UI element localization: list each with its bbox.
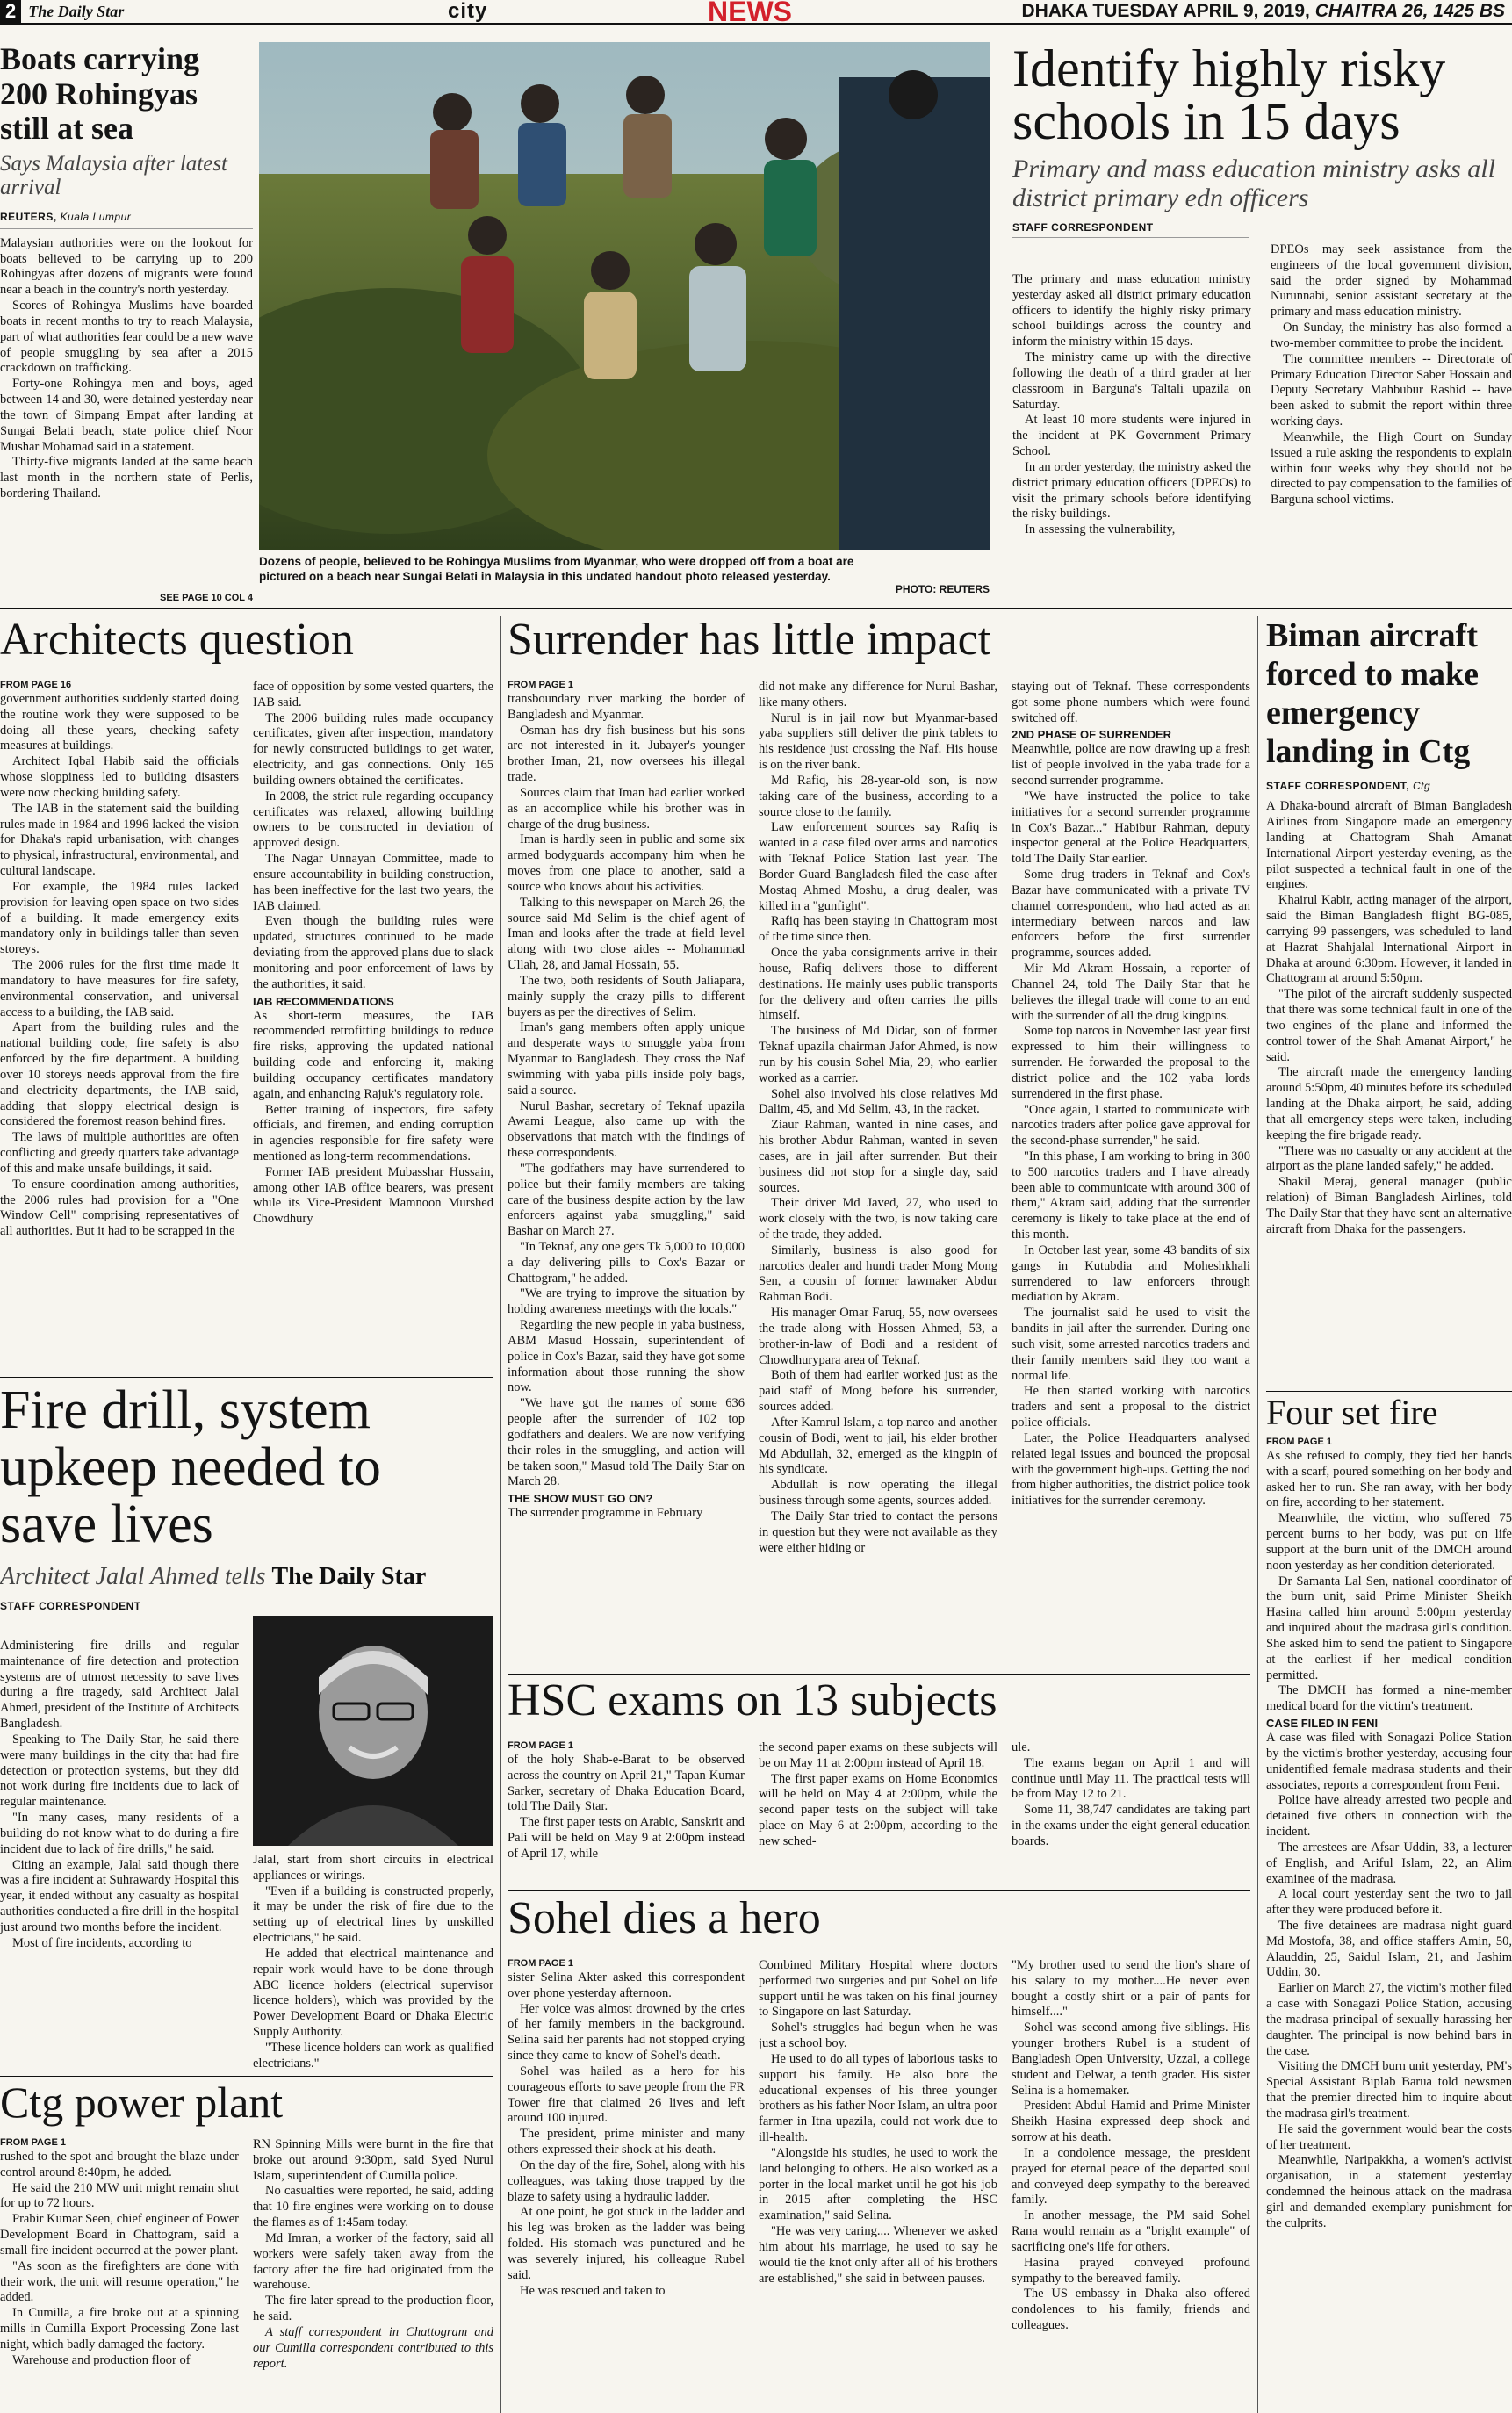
- hsc-from-page: FROM PAGE 1: [508, 1740, 573, 1751]
- ctg-power-from-page: FROM PAGE 1: [0, 2137, 66, 2148]
- hsc-headline: HSC exams on 13 subjects: [508, 1675, 997, 1725]
- schools-col1: The primary and mass education ministry yesterday asked all district primary education officers to identify the highly risky primary school buildings across the country and inform the ministry within 15 days. The ministry came up with the directive following the death of a third grader at her classroom in Barguna's Taltali upazila on Saturday. At least 10 more students were injured in the incident at PK Government Primary School. In an order yesterday, the ministry asked the district primary education officers (DPEOs) to visit the primary schools before identifying the risky buildings. In assessing the vulnerability,: [1012, 272, 1251, 537]
- schools-headline: Identify highly risky schools in 15 days: [1012, 40, 1446, 150]
- divider-architects: [0, 1377, 493, 1378]
- surrender-col1: transboundary river marking the border of Bangladesh and Myanmar. Osman has dry fish business but his sons are not interested in it. Jubayer's younger brother Iman, 21, now oversees his illegal trade. Sources claim that Iman had earlier worked as an accomplice while his brother was in charge of the drug business. Iman is hardly seen in public and some six armed bodyguards accompany him when he moves from one place to another, said a source who knows about his activities. Talking to this newspaper on March 26, the source said Md Selim is the chief agent of Iman and looks after the trade at field level along with two close aides -- Mohammad Ullah, 28, and Jamal Hossain, 55. The two, both residents of South Jaliapara, mainly supply the crazy pills to different buyers as per the directives of Selim. Iman's gang members often apply unique and desperate ways to smuggle yaba from Myanmar to Bangladesh. They cross the Naf swimming with yaba pills inside poly bags, said a source. Nurul Bashar, secretary of Teknaf upazila Awami League, also came up with the observations that match with the findings of these correspondents. "The godfathers may have surrendered to police but their family members are taking care of the business despite action by the law enforcers against yaba smuggling," said Bashar on March 27. "In Teknaf, any one gets Tk 5,000 to 10,000 a day delivering pills to Cox's Bazar or Chattogram," he added. "We are trying to improve the situation by holding awareness meetings with the locals." Regarding the new people in yaba business, ABM Masud Hossain, superintendent of police in Cox's Bazar, said they have got some information about those running the show now. "We have got the names of some 636 people after the surrender of 102 top godfathers and dealers. We are now verifying their roles in the smuggling, and action will be taken soon," Masud told The Daily Star on March 28. THE SHOW MUST GO ON? The surrender programme in February: [508, 692, 745, 1521]
- architects-col2: face of opposition by some vested quarters, the IAB said. The 2006 building rules made occupancy certificates, given after inspection, mandatory for newly constructed buildings to get water, electricity, and gas connections. Only 165 building owners obtained the certificates. In 2008, the strict rule regarding occupancy certificates was relaxed, allowing building owners to be constructed in deviation of approved design. The Nagar Unnayan Committee, made to ensure accountability in building construction, has been ineffective for the last two years, the IAB claimed. Even though the building rules were updated, structures continued to be made deviating from the approved plans due to slack monitoring and poor enforcement of laws by the authorities, it said. IAB RECOMMENDATIONS As short-term measures, the IAB recommended retrofitting buildings to reduce fire risks, approving the updated national building code and enforcing it, making building occupancy certificates mandatory again, and enhancing Rajuk's regulatory role. Better training of inspectors, fire safety officials, and firemen, and ending corruption in agencies responsible for fire safety were mentioned as long-term recommendations. Former IAB president Mubasshar Hussain, among other IAB office bearers, was present while its Vice-President Mamnoon Murshed Chowdhury: [253, 680, 493, 1227]
- sohel-from-page: FROM PAGE 1: [508, 1958, 573, 1969]
- ctg-power-headline: Ctg power plant: [0, 2078, 284, 2127]
- photo-caption: Dozens of people, believed to be Rohingya Muslims from Myanmar, who were dropped off from a boat are pictured on a beach near Sungai Belati in Malaysia in this undated handout photo released yesterday.: [259, 555, 854, 583]
- portrait-illustration: [253, 1616, 493, 1846]
- divider-top: [0, 608, 1512, 609]
- rohingya-headline: Boats carrying 200 Rohingyas still at sea: [0, 41, 199, 147]
- rohingya-byline: REUTERS, Kuala Lumpur: [0, 211, 253, 229]
- biman-story: [1266, 616, 1512, 1389]
- firedrill-headline: Fire drill, system upkeep needed to save lives: [0, 1380, 381, 1555]
- section-news: NEWS: [708, 0, 792, 27]
- firedrill-deck: Architect Jalal Ahmed tells The Daily Star: [0, 1563, 427, 1591]
- fourset-from-page: FROM PAGE 1: [1266, 1437, 1332, 1447]
- section-city: city: [448, 0, 488, 23]
- biman-body: A Dhaka-bound aircraft of Biman Bangladesh Airlines from Singapore made an emergency landing at Chattogram Shah Amanat International Airport yesterday evening, as the pilot suspected a technical fault in one of the engines. Khairul Kabir, acting manager of the airport, said the Biman Bangladesh flight BG-085, carrying 99 passengers, was scheduled to land at Hazrat Shahjalal International Airport in Dhaka at around 6:30pm. However, it landed in Chattogram at around 5:50pm. "The pilot of the aircraft suddenly suspected that there was some technical fault in one of the two engines of the plane and informed the control tower of the Shah Amanat Airport," he said. The aircraft made the emergency landing around 5:50pm, 40 minutes before its scheduled landing at the Dhaka airport, he said, adding that all emergency steps were taken, including keeping the fire brigade ready. "There was no casualty or any accident at the airport as the plane landed safely," he added. Shakil Meraj, general manager (public relation) of Biman Bangladesh Airlines, told The Daily Star that they have sent an alternative aircraft from Dhaka for the passengers.: [1266, 799, 1512, 1236]
- divider-surrender: [508, 1674, 1250, 1675]
- sohel-col2: Combined Military Hospital where doctors performed two surgeries and put Sohel on life support until he was taken on his final journey to Singapore on last Saturday. Sohel's struggles had begun when he was just a school boy. He used to do all types of laborious tasks to support his family. He also bore the educational expenses of his three younger brothers as his father Noor Islam, an ultra poor farmer in Itna upazila, could not work due to ill-health. "Alongside his studies, he used to work the land belonging to others. He also worked as a porter in the local market until he got his job in 2015 after completing the HSC examination," said Selina. "He was very caring.... Whenever we asked him about his marriage, he used to say he would tie the knot only after all of his brothers are established," she said in between pauses.: [759, 1958, 997, 2286]
- surrender-col3: staying out of Teknaf. These correspondents got some phone numbers which were found switched off. 2ND PHASE OF SURRENDER Meanwhile, police are now drawing up a fresh list of people involved in the yaba trade for a second surrender programme. "We have instructed the police to take initiatives for a second surrender programme in Cox's Bazar..." Habibur Rahman, deputy inspector general at the Police Headquarters, told The Daily Star earlier. Some drug traders in Teknaf and Cox's Bazar have communicated with a private TV channel correspondent, who had acted as an intermediary between narcos and law enforcers before the first surrender programme, sources added. Mir Md Akram Hossain, a reporter of Channel 24, told The Daily Star that he believes the illegal trade will come to an end with the surrender of all the drug kingpins. Some top narcos in November last year first expressed to him their willingness to surrender. He forwarded the proposal to the district police and the 102 yaba lords surrendered in the first phase. "Once again, I started to communicate with narcotics traders after police gave approval for the second-phase surrender," he said. "In this phase, I am working to bring in 300 to 500 narcotics traders and I have already been able to communicate with around 300 of them," Akram said, adding that the surrender ceremony is likely to take place at the end of this month. In October last year, some 43 bandits of six gangs in Kutubdia and Moheshkhali surrendered to law enforcers through mediation by Akram. The journalist said he used to visit the bandits in jail after the surrender. During one such visit, some arrested narcotics traders and their family members said they too want a normal life. He then started working with narcotics traders and sent a proposal to the district police officials. Later, the Police Headquarters analysed related legal issues and bounced the proposal with the government high-ups. Getting the nod from higher authorities, the district police took initiatives for the surrender ceremony.: [1012, 680, 1250, 1509]
- architects-headline: Architects question: [0, 615, 354, 665]
- hsc-col3: ule. The exams began on April 1 and will continue until May 11. The practical tests will be from May 12 to 21. Some 11, 38,747 candidates are taking part in the exams under the eight general education boards.: [1012, 1740, 1250, 1848]
- fourset-headline: Four set fire: [1266, 1393, 1438, 1432]
- firedrill-col2: Jalal, start from short circuits in electrical appliances or wirings. "Even if a building is constructed properly, it may be under the risk of fire due to the setting up of electrical lines by unskilled electricians," he said. He added that electrical maintenance and repair work would have to be done through ABC licence holders (electrical supervisor licence holders), which was provided by the Power Development Board or Dhaka Electric Supply Authority. "These licence holders can work as qualified electricians.": [253, 1853, 493, 2071]
- fourset-body: As she refused to comply, they tied her hands with a scarf, poured something on her body and asked her to run. She ran away, with her body on fire, according to her statement. Meanwhile, the victim, who suffered 75 percent burns to her body, was put on life support at the burn unit of the DMCH around noon yesterday as her condition deteriorated. Dr Samanta Lal Sen, national coordinator of the burn unit, said Prime Minister Sheikh Hasina called him around 5:00pm yesterday and inquired about the madrasa girl's condition. She asked him to send the patient to Singapore at the earliest if her medical condition permitted. The DMCH has formed a nine-member medical board for the victim's treatment. CASE FILED IN FENI A case was filed with Sonagazi Police Station by the victim's brother yesterday, accusing four unidentified female madrasa students and their associates, reports a correspondent from Feni. Police have already arrested two people and detained five others in connection with the incident. The arrestees are Afsar Uddin, 33, a lecturer of English, and Ariful Islam, 22, an Alim examinee of the madrasa. A local court yesterday sent the two to jail after they were produced before it. The five detainees are madrasa night guard Md Mostofa, 38, and office staffers Amin, 50, Alauddin, 25, Saidul Islam, 21, and Jashim Uddin, 30. Earlier on March 27, the victim's mother filed a case with Sonagazi Police Station, accusing the madrasa principal of sexually harassing her daughter. The principal is now behind bars in the case. Visiting the DMCH burn unit yesterday, PM's Special Assistant Biplab Barua told newsmen that the premier directed him to inquire about the madrasa girl's treatment. He said the government would bear the costs of her treatment. Meanwhile, Naripakkha, a women's activist organisation, in a statement yesterday condemned the heinous attack on the madrasa girl and demanded exemplary punishment for the culprits.: [1266, 1449, 1512, 2230]
- hsc-col2: the second paper exams on these subjects will be on May 11 at 2:00pm instead of April 18. The first paper exams on Home Economics will be held on May 4 at 2:00pm, while the second paper tests on the subject will take place on May 6 at 2:00pm, according to the new sched-: [759, 1740, 997, 1848]
- ctg-power-story: [0, 2079, 493, 2413]
- surrender-from-page: FROM PAGE 1: [508, 680, 573, 690]
- sohel-story: [508, 1895, 1250, 2413]
- fourset-story: [1266, 1394, 1512, 2413]
- jalal-ahmed-portrait: [253, 1616, 493, 1846]
- rohingya-deck: Says Malaysia after latest arrival: [0, 151, 227, 200]
- firedrill-story: [0, 1382, 493, 2076]
- architects-from-page: FROM PAGE 16: [0, 680, 72, 690]
- divider-biman: [1266, 1391, 1512, 1392]
- date-line: DHAKA TUESDAY APRIL 9, 2019, CHAITRA 26, 1425 BS: [1021, 1, 1505, 21]
- architects-col1: government authorities suddenly started doing the routine work they were supposed to be doing all these years, checking safety measures at buildings. Architect Iqbal Habib said the officials whose sloppiness led to building disasters were now checking building safety. The IAB in the statement said the building rules made in 1984 and 1996 lacked the vision for Dhaka's rapid urbanisation, with changes to physical, infrastructural, environmental, and cultural landscape. For example, the 1984 rules lacked provision for leaving open space on two sides of a building. It made emergency exits mandatory only in buildings taller than seven storeys. The 2006 rules for the first time made it mandatory to have measures for fire safety, environmental conservation, and universal access to a building, the IAB said. Apart from the building rules and the national building code, fire safety is also enforced by the fire department. A building over 10 storeys needs approval from the fire and electricity departments, the IAB said, adding that sloppy electrical design is considered the foremost reason behind fires. The laws of multiple authorities are often conflicting and greedy quarters take advantage of this and make unsafe buildings, it said. To ensure coordination among authorities, the 2006 rules had provision for a "One Window Cell" comprising representatives of all authorities. But it had to be scrapped in the: [0, 692, 239, 1239]
- surrender-col2: did not make any difference for Nurul Bashar, like many others. Nurul is in jail now but Myanmar-based yaba suppliers still deliver the pink tablets to his residence just crossing the Naf. His house is on the river bank. Md Rafiq, his 28-year-old son, is now taking care of the business, according to a source close to the family. Law enforcement sources say Rafiq is wanted in a case filed over arms and narcotics with Teknaf Police Station last year. The Border Guard Bangladesh filed the case after Mostaq Ahmed Moshu, a drug dealer, was killed in a "gunfight". Rafiq has been staying in Chattogram most of the time since then. Once the yaba consignments arrive in their house, Rafiq delivers those to different destinations. He mainly uses public transports for the delivery and often carries the pills himself. The business of Md Didar, son of former Teknaf upazila chairman Jafor Ahmed, is now run by his cousin Sohel Mia, 29, who earlier worked as a carrier. Sohel also involved his close relatives Md Dalim, 45, and Md Selim, 43, in the racket. Ziaur Rahman, wanted in nine cases, and his brother Abdur Rahman, wanted in seven cases, are in jail after surrender. But their business did not stop for a single day, said sources. Their driver Md Javed, 27, who used to work closely with the two, is now taking care of the trade, they added. Similarly, business is also good for narcotics dealer and hundi trader Mong Mong Sen, a cousin of former lawmaker Abdur Rahman Bodi. His manager Omar Faruq, 55, now oversees the trade along with Hossen Ahmed, 53, a brother-in-law of Bodi and a resident of Chowdhurypara area of Teknaf. Both of them had earlier worked just as the paid staff of Mong before his surrender, sources added. After Kamrul Islam, a top narco and another cousin of Bodi, went to jail, his elder brother Md Abdullah, 32, emerged as the kingpin of his syndicate. Abdullah is now operating the illegal business through some agents, sources added. The Daily Star tried to contact the persons in question but they were not available as they were either hiding or: [759, 680, 997, 1555]
- rohingya-story: [0, 41, 253, 603]
- ctg-power-col1: rushed to the spot and brought the blaze under control around 8:40pm, he added. He said the 210 MW unit might remain shut for up to 72 hours. Prabir Kumar Seen, chief engineer of Power Development Board in Chattogram, said a small fire incident occurred at the power plant. "As soon as the firefighters are done with their work, the unit will resume operation," he added. In Cumilla, a fire broke out at a spinning mills in Cumilla Export Processing Zone last night, which badly damaged the factory. Warehouse and production floor of: [0, 2150, 239, 2367]
- rohingya-see-page: SEE PAGE 10 COL 4: [160, 592, 253, 603]
- firedrill-col1: Administering fire drills and regular maintenance of fire detection and protection systems are of utmost necessity to save lives during a fire tragedy, said Architect Jalal Ahmed, president of the Institute of Architects Bangladesh. Speaking to The Daily Star, he said there were many buildings in the city that had fire detection or protection systems, but they did not work during fire incidents due to lack of regular maintenance. "In many cases, many residents of a building do not know what to do during a fire incident due to lack of fire drills," he said. Citing an example, Jalal said though there was a fire incident at Suhrawardy Hospital this year, it ended without any casualty as hospital authorities conducted a fire drill in the hospital just around two months before the incident. Most of fire incidents, according to: [0, 1639, 239, 1950]
- paper-logo: The Daily Star: [28, 2, 125, 20]
- photo-credit: PHOTO: REUTERS: [895, 583, 990, 595]
- schools-byline: STAFF CORRESPONDENT: [1012, 221, 1249, 238]
- firedrill-byline: STAFF CORRESPONDENT: [0, 1600, 141, 1613]
- ctg-power-col2: RN Spinning Mills were burnt in the fire that broke out around 9:30pm, said Syed Nurul Islam, superintendent of Cumilla police. No casualties were reported, he said, adding that 10 fire engines were working on to douse the flames as of 1:45am today. Md Imran, a worker of the factory, said all workers were safely taken away from the factory after the fire had originated from the warehouse. The fire later spread to the production floor, he said. A staff correspondent in Chattogram and our Cumilla correspondent contributed to this report.: [253, 2137, 493, 2371]
- surrender-story: [508, 616, 1250, 1670]
- architects-story: [0, 616, 493, 1372]
- sohel-col1: sister Selina Akter asked this correspondent over phone yesterday afternoon. Her voice was almost drowned by the cries of her family members in the background. Selina said her parents had not stopped crying since they came to know of Sohel's death. Sohel was hailed as a hero for his courageous efforts to save people from the FR Tower fire that claimed 26 lives and left around 100 injured. The president, prime minister and many others expressed their shock at his death. On the day of the fire, Sohel, along with his colleagues, was taking those trapped by the blaze to safety using a hydraulic ladder. At one point, he got stuck in the ladder and his leg was broken as the ladder was being folded. His stomach was punctured and he was severely injured, his colleague Rubel said. He was rescued and taken to: [508, 1970, 745, 2298]
- photo-caption-box: [259, 555, 990, 597]
- divider-firedrill: [0, 2076, 493, 2077]
- hsc-col1: of the holy Shab-e-Barat to be observed across the country on April 21," Tapan Kumar Sarker, secretary of Dhaka Education Board, told The Daily Star. The first paper tests on Arabic, Sanskrit and Pali will be held on May 9 at 2:00pm instead of April 17, while: [508, 1753, 745, 1861]
- biman-headline: Biman aircraft forced to make emergency landing in Ctg: [1266, 617, 1480, 771]
- beach-photo-illustration: [259, 42, 990, 550]
- rohingya-photo: [259, 42, 990, 550]
- surrender-headline: Surrender has little impact: [508, 615, 991, 665]
- schools-story: [1012, 42, 1512, 595]
- schools-deck: Primary and mass education ministry asks all district primary edn officers: [1012, 155, 1495, 212]
- schools-col2: DPEOs may seek assistance from the engineers of the local government division, said the order signed by Mohammad Nurunnabi, senior assistant secretary at the primary and mass education ministry. On Sunday, the ministry has also formed a two-member committee to probe the incident. The committee members -- Directorate of Primary Education Director Saber Hossain and Deputy Secretary Mahbubur Rashid -- have been asked to submit the report within three working days. Meanwhile, the High Court on Sunday issued a rule asking the respondents to explain within four weeks why they should not be directed to pay compensation to the families of Barguna school victims.: [1271, 242, 1512, 508]
- divider-hsc: [508, 1890, 1250, 1891]
- divider-vertical-right: [1257, 616, 1258, 2413]
- divider-vertical-left: [500, 616, 501, 2413]
- masthead: [0, 0, 1512, 25]
- page-number: 2: [0, 0, 21, 23]
- sohel-headline: Sohel dies a hero: [508, 1893, 821, 1943]
- biman-byline: STAFF CORRESPONDENT, Ctg: [1266, 780, 1431, 793]
- rohingya-body: Malaysian authorities were on the lookout for boats believed to be carrying up to 200 Rohingyas after dozens of migrants were found near a beach in the country's north yesterday. Scores of Rohingya Muslims have boarded boats in recent months to try to reach Malaysia, part of what authorities fear could be a new wave of people smuggling by sea after a 2015 crackdown on trafficking. Forty-one Rohingya men and boys, aged between 14 and 30, were detained yesterday near the town of Simpang Empat after landing at Sungai Belati beach, state police chief Noor Mushar Mohamad said in a statement. Thirty-five migrants landed at the same beach last month in the northern state of Perlis, bordering Thailand.: [0, 235, 253, 501]
- sohel-col3: "My brother used to send the lion's share of his salary to my mother....He never even bought a costly shirt or a pair of pants for himself...." Sohel was second among five siblings. His younger brothers Rubel is a student of Bangladesh Open University, Uzzal, a college student and Delwar, a tenth grader. His sister Selina is a homemaker. President Abdul Hamid and Prime Minister Sheikh Hasina expressed deep shock and sorrow at his death. In a condolence message, the president prayed for eternal peace of the departed soul and conveyed deep sympathy to the bereaved family. In another message, the PM said Sohel Rana would remain as a "bright example" of sacrificing one's life for others. Hasina prayed conveyed profound sympathy to the bereaved family. The US embassy in Dhaka also offered condolences to his family, friends and colleagues.: [1012, 1958, 1250, 2333]
- hsc-story: [508, 1677, 1250, 1888]
